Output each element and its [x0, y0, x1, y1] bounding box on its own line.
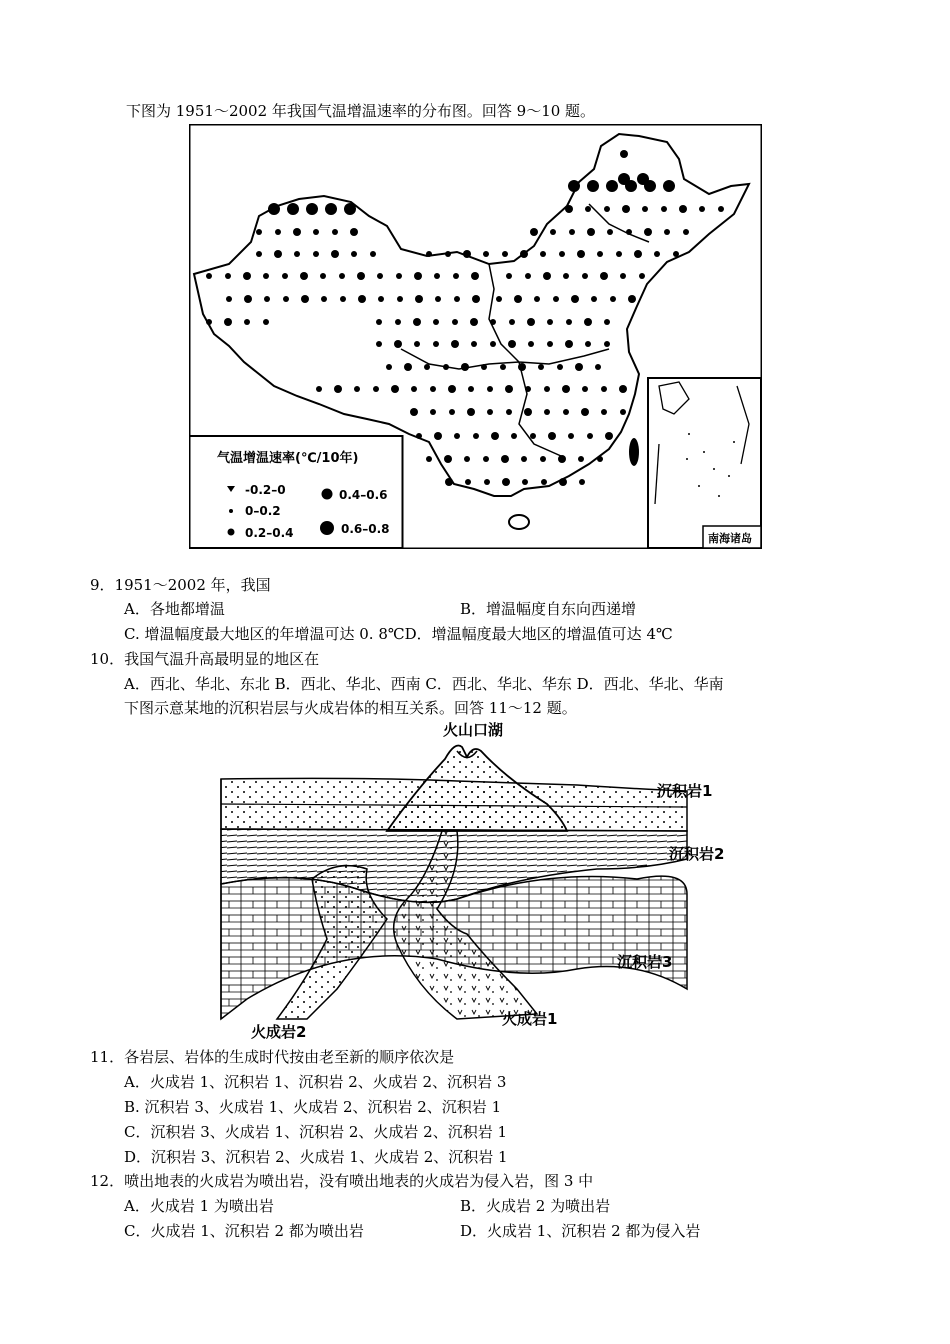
map-dot — [607, 229, 613, 235]
map-dot — [601, 409, 607, 415]
map-dot — [595, 364, 601, 370]
map-dot — [434, 273, 440, 279]
map-dot — [563, 273, 569, 279]
map-dot — [334, 385, 342, 393]
map-dot — [321, 296, 327, 302]
q11-option-d: D．沉积岩 3、沉积岩 2、火成岩 1、火成岩 2、沉积岩 1 — [124, 1148, 508, 1166]
map-dot — [525, 273, 531, 279]
map-dot — [481, 364, 487, 370]
map-dot — [626, 229, 632, 235]
map-dot — [530, 228, 538, 236]
map-dot — [377, 273, 383, 279]
map-dot — [568, 180, 580, 192]
map-dot — [394, 340, 402, 348]
map-dot — [263, 273, 269, 279]
map-dot — [376, 319, 382, 325]
legend-title: 气温增温速率(℃/10年) — [217, 451, 359, 466]
map-dot — [601, 386, 607, 392]
map-dot — [663, 180, 675, 192]
map-dot — [444, 455, 452, 463]
map-dot — [454, 433, 460, 439]
map-dot — [582, 386, 588, 392]
map-dot — [683, 229, 689, 235]
map-dot — [584, 318, 592, 326]
legend-item-1: -0.2–0 — [245, 483, 286, 497]
map-dot — [378, 296, 384, 302]
map-dot — [313, 251, 319, 257]
map-dot — [530, 433, 536, 439]
map-dot — [679, 205, 687, 213]
map-dot — [448, 385, 456, 393]
q12-option-b: B．火成岩 2 为喷出岩 — [460, 1197, 611, 1215]
map-dot — [544, 386, 550, 392]
map-dot — [557, 364, 563, 370]
map-dot — [575, 363, 583, 371]
map-dot — [491, 432, 499, 440]
map-dot — [559, 478, 567, 486]
map-dot — [294, 251, 300, 257]
map-dot — [483, 251, 489, 257]
map-dot — [244, 319, 250, 325]
map-dot — [528, 341, 534, 347]
map-dot — [287, 203, 299, 215]
q9-option-cd: C. 增温幅度最大地区的年增温可达 0. 8℃D．增温幅度最大地区的增温值可达 4℃ — [124, 625, 673, 643]
legend-item-2: 0–0.2 — [245, 504, 281, 518]
map-dot — [443, 364, 449, 370]
map-dot — [358, 295, 366, 303]
map-dot — [718, 206, 724, 212]
medium-dot-marker-icon — [322, 489, 333, 500]
map-dot — [414, 341, 420, 347]
map-dot — [445, 251, 451, 257]
map-dot — [511, 433, 517, 439]
map-dot — [487, 386, 493, 392]
map-dot — [449, 409, 455, 415]
map-dot — [445, 478, 453, 486]
taiwan-island — [629, 438, 639, 466]
map-dot — [502, 251, 508, 257]
intro-text-2: 下图示意某地的沉积岩层与火成岩体的相互关系。回答 11～12 题。 — [124, 699, 577, 717]
map-dot — [471, 272, 479, 280]
map-dot — [543, 272, 551, 280]
legend-item-3: 0.2–0.4 — [245, 526, 294, 540]
map-dot — [538, 364, 544, 370]
map-dot — [606, 180, 618, 192]
map-dot — [206, 319, 212, 325]
map-dot — [435, 296, 441, 302]
map-dot — [483, 456, 489, 462]
map-dot — [522, 479, 528, 485]
map-dot — [505, 385, 513, 393]
map-dot — [473, 433, 479, 439]
map-dot — [424, 364, 430, 370]
map-dot — [534, 296, 540, 302]
map-dot — [625, 180, 637, 192]
map-dot — [585, 206, 591, 212]
map-dot — [664, 229, 670, 235]
map-dot — [525, 386, 531, 392]
map-dot — [610, 296, 616, 302]
map-dot — [673, 251, 679, 257]
map-dot — [354, 386, 360, 392]
map-dot — [320, 273, 326, 279]
map-dot — [351, 251, 357, 257]
q11-option-c: C．沉积岩 3、火成岩 1、沉积岩 2、火成岩 2、沉积岩 1 — [124, 1123, 508, 1141]
map-dot — [622, 205, 630, 213]
map-dot — [550, 229, 556, 235]
map-dot — [413, 318, 421, 326]
map-dot — [332, 229, 338, 235]
map-dot — [340, 296, 346, 302]
map-dot — [300, 272, 308, 280]
map-dot — [434, 432, 442, 440]
map-dot — [465, 479, 471, 485]
q11-stem: 11．各岩层、岩体的生成时代按由老至新的顺序依次是 — [90, 1048, 455, 1066]
q9-stem: 9．1951～2002 年，我国 — [90, 576, 271, 594]
map-dot — [604, 319, 610, 325]
q10-stem: 10．我国气温升高最明显的地区在 — [90, 650, 320, 668]
map-dot — [275, 229, 281, 235]
map-dot — [654, 251, 660, 257]
map-dot — [547, 341, 553, 347]
map-dot — [587, 228, 595, 236]
map-dot — [325, 203, 337, 215]
map-dot — [490, 341, 496, 347]
map-dot — [430, 386, 436, 392]
map-dot — [426, 456, 432, 462]
q9-option-b: B．增温幅度自东向西递增 — [460, 600, 637, 618]
tiny-dot-marker-icon — [229, 509, 233, 513]
q9-option-a: A．各地都增温 — [124, 600, 225, 618]
map-dot — [404, 363, 412, 371]
map-dot — [274, 250, 282, 258]
large-dot-marker-icon — [320, 521, 334, 535]
map-dot — [301, 295, 309, 303]
map-dot — [506, 409, 512, 415]
map-dot — [565, 205, 573, 213]
map-dot — [484, 479, 490, 485]
map-dot — [569, 229, 575, 235]
map-dot — [509, 319, 515, 325]
map-dot — [206, 273, 212, 279]
map-dot — [628, 295, 636, 303]
q12-option-d: D．火成岩 1、沉积岩 2 都为侵入岩 — [460, 1222, 701, 1240]
map-dot — [634, 250, 642, 258]
map-dot — [527, 318, 535, 326]
map-dot — [464, 456, 470, 462]
q10-options: A．西北、华北、东北 B．西北、华北、西南 C．西北、华北、华东 D．西北、华北、华南 — [124, 675, 724, 693]
temperature-rise-map — [189, 124, 762, 549]
map-dot — [256, 229, 262, 235]
map-dot — [518, 363, 526, 371]
map-dot — [224, 318, 232, 326]
map-dot — [620, 409, 626, 415]
map-dot — [548, 432, 556, 440]
map-dot — [699, 206, 705, 212]
map-dot — [559, 251, 565, 257]
map-dot — [283, 296, 289, 302]
map-dot — [644, 228, 652, 236]
map-dot — [339, 273, 345, 279]
map-dot — [376, 341, 382, 347]
map-dot — [411, 386, 417, 392]
map-dot — [244, 295, 252, 303]
map-dot — [243, 272, 251, 280]
map-dot — [313, 229, 319, 235]
map-dot — [396, 273, 402, 279]
map-dot — [591, 296, 597, 302]
map-dot — [563, 409, 569, 415]
map-dot — [282, 273, 288, 279]
inset-box — [648, 378, 761, 548]
map-dot — [461, 363, 469, 371]
map-dot — [578, 456, 584, 462]
map-dot — [264, 296, 270, 302]
map-dot — [268, 203, 280, 215]
map-dot — [500, 364, 506, 370]
map-dot — [571, 295, 579, 303]
map-dot — [470, 318, 478, 326]
map-dot — [350, 228, 358, 236]
map-dot — [410, 408, 418, 416]
map-dot — [256, 251, 262, 257]
map-dot — [496, 296, 502, 302]
map-dot — [540, 251, 546, 257]
small-dot-marker-icon — [228, 529, 235, 536]
map-dot — [620, 150, 628, 158]
map-dot — [433, 319, 439, 325]
inset-label: 南海诸岛 — [708, 532, 752, 545]
map-dot — [501, 455, 509, 463]
map-dot — [642, 206, 648, 212]
label-sedimentary-1: 沉积岩1 — [657, 782, 713, 800]
map-dot — [386, 364, 392, 370]
map-dot — [357, 272, 365, 280]
legend-item-5: 0.6–0.8 — [341, 522, 390, 536]
map-dot — [395, 319, 401, 325]
map-dot — [616, 251, 622, 257]
map-dot — [397, 296, 403, 302]
map-dot — [619, 385, 627, 393]
map-dot — [605, 432, 613, 440]
map-dot — [502, 478, 510, 486]
map-dot — [415, 295, 423, 303]
map-dot — [463, 250, 471, 258]
map-dot — [508, 340, 516, 348]
map-dot — [544, 409, 550, 415]
map-dot — [452, 319, 458, 325]
map-dot — [414, 272, 422, 280]
q12-stem: 12．喷出地表的火成岩为喷出岩，没有喷出地表的火成岩为侵入岩，图 3 中 — [90, 1172, 594, 1190]
map-dot — [558, 455, 566, 463]
label-sedimentary-2: 沉积岩2 — [669, 845, 725, 863]
map-dot — [226, 296, 232, 302]
map-dot — [581, 408, 589, 416]
map-dot — [604, 206, 610, 212]
map-dot — [597, 251, 603, 257]
strata-diagram — [217, 719, 787, 1039]
map-dot — [521, 456, 527, 462]
map-dot — [568, 433, 574, 439]
map-dot — [471, 341, 477, 347]
map-dot — [344, 203, 356, 215]
map-dot — [604, 341, 610, 347]
map-dot — [263, 319, 269, 325]
map-dot — [453, 273, 459, 279]
map-dot — [430, 409, 436, 415]
map-dot — [490, 319, 496, 325]
map-dot — [370, 251, 376, 257]
map-dot — [520, 250, 528, 258]
map-dot — [547, 319, 553, 325]
map-dot — [540, 456, 546, 462]
map-dot — [331, 250, 339, 258]
map-dot — [566, 319, 572, 325]
map-dot — [472, 295, 480, 303]
label-sedimentary-3: 沉积岩3 — [617, 953, 673, 971]
map-dot — [306, 203, 318, 215]
map-dot — [597, 456, 603, 462]
map-dot — [467, 408, 475, 416]
q11-option-a: A．火成岩 1、沉积岩 1、沉积岩 2、火成岩 2、沉积岩 3 — [124, 1073, 507, 1091]
q12-option-a: A．火成岩 1 为喷出岩 — [124, 1197, 274, 1215]
map-dot — [577, 250, 585, 258]
label-crater-lake: 火山口湖 — [443, 721, 504, 739]
q11-option-b: B. 沉积岩 3、火成岩 1、火成岩 2、沉积岩 2、沉积岩 1 — [124, 1098, 502, 1116]
map-dot — [225, 273, 231, 279]
map-dot — [433, 341, 439, 347]
label-igneous-1: 火成岩1 — [502, 1010, 558, 1028]
map-dot — [373, 386, 379, 392]
map-dot — [506, 273, 512, 279]
map-dot — [541, 479, 547, 485]
map-dot — [562, 385, 570, 393]
map-dot — [644, 180, 656, 192]
map-dot — [514, 295, 522, 303]
map-dot — [451, 340, 459, 348]
label-igneous-2: 火成岩2 — [251, 1023, 307, 1039]
map-dot — [524, 408, 532, 416]
map-dot — [553, 296, 559, 302]
map-dot — [600, 272, 608, 280]
map-dot — [565, 340, 573, 348]
q12-option-c: C．火成岩 1、沉积岩 2 都为喷出岩 — [124, 1222, 364, 1240]
map-dot — [316, 386, 322, 392]
map-dot — [391, 385, 399, 393]
map-dot — [582, 273, 588, 279]
map-dot — [416, 433, 422, 439]
map-dot — [661, 206, 667, 212]
intro-text-1: 下图为 1951～2002 年我国气温增温速率的分布图。回答 9～10 题。 — [126, 102, 596, 120]
map-dot — [587, 180, 599, 192]
map-dot — [454, 296, 460, 302]
map-dot — [639, 273, 645, 279]
map-dot — [579, 479, 585, 485]
map-dot — [587, 433, 593, 439]
map-dot — [487, 409, 493, 415]
map-dot — [620, 273, 626, 279]
legend-item-4: 0.4–0.6 — [339, 488, 388, 502]
map-dot — [426, 251, 432, 257]
map-dot — [585, 341, 591, 347]
map-dot — [468, 386, 474, 392]
map-dot — [293, 228, 301, 236]
